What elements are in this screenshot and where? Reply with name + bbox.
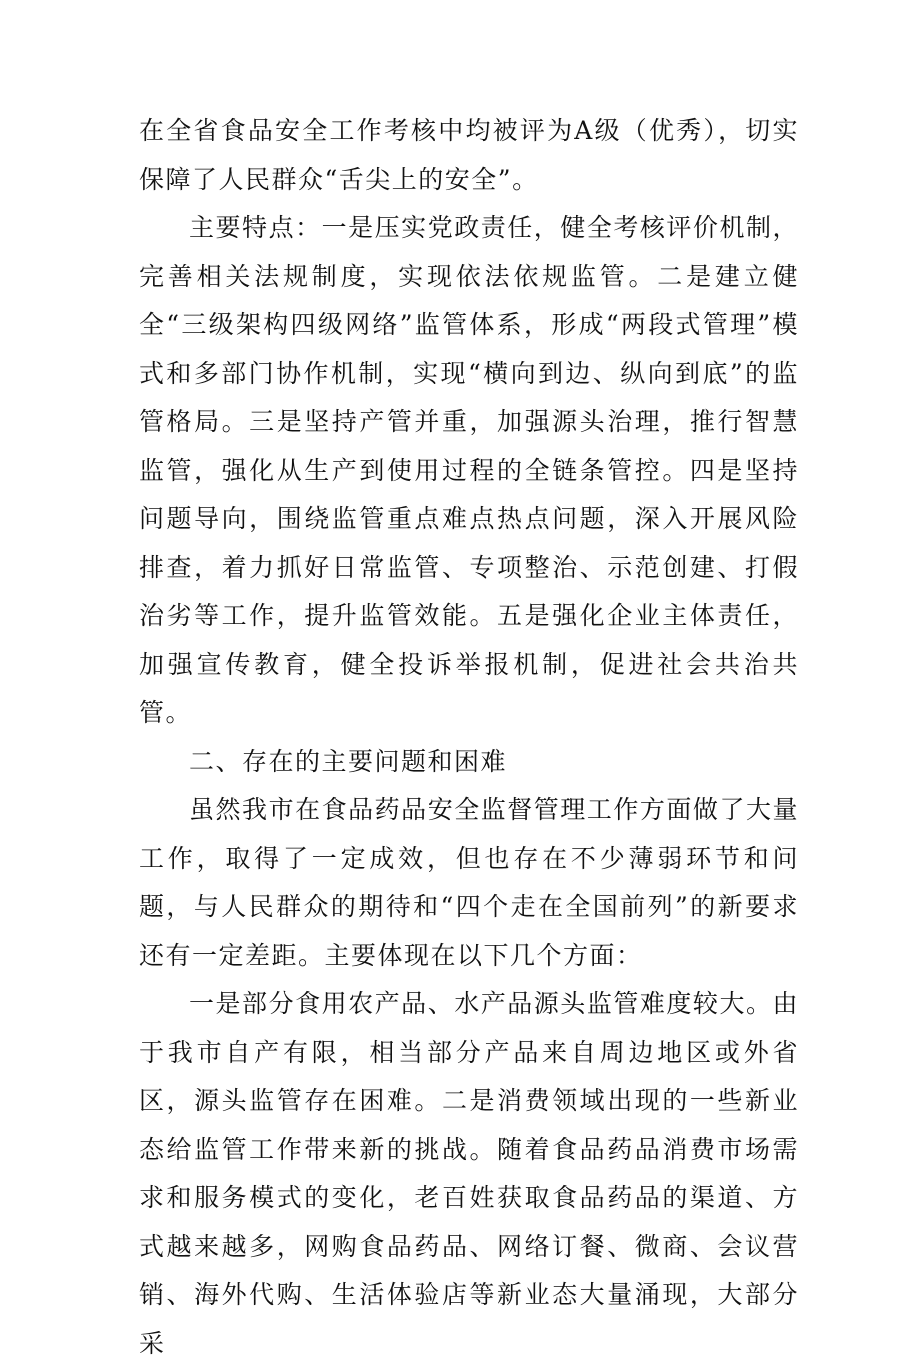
document-body	[139, 107, 799, 1368]
paragraph-problems-detail: 一是部分食用农产品、水产品源头监管难度较大。由于我市自产有限，相当部分产品来自周边地区或外省区，源头监管存在困难。二是消费领域出现的一些新业态给监管工作带来新的挑战。随着食品药品消费市场需求和服务模式的变化，老百姓获取食品药品的渠道、方式越来越多，网购食品药品、网络订餐、微商、会议营销、海外代购、生活体验店等新业态大量涌现，大部分采	[139, 989, 799, 1358]
paragraph-problems-intro: 虽然我市在食品药品安全监督管理工作方面做了大量工作，取得了一定成效，但也存在不少薄弱环节和问题，与人民群众的期待和“四个走在全国前列”的新要求还有一定差距。主要体现在以下几个方面：	[139, 795, 799, 970]
paragraph-main-features: 主要特点：一是压实党政责任，健全考核评价机制，完善相关法规制度，实现依法依规监管。二是建立健全“三级架构四级网络”监管体系，形成“两段式管理”模式和多部门协作机制，实现“横向到边、纵向到底”的监管格局。三是坚持产管并重，加强源头治理，推行智慧监管，强化从生产到使用过程的全链条管控。四是坚持问题导向，围绕监管重点难点热点问题，深入开展风险排查，着力抓好日常监管、专项整治、示范创建、打假治劣等工作，提升监管效能。五是强化企业主体责任，加强宣传教育，健全投诉举报机制，促进社会共治共管。	[139, 213, 799, 727]
section-heading: 二、存在的主要问题和困难	[189, 746, 508, 776]
paragraph-continuation: 在全省食品安全工作考核中均被评为A级（优秀），切实保障了人民群众“舌尖上的安全”。	[139, 116, 799, 194]
